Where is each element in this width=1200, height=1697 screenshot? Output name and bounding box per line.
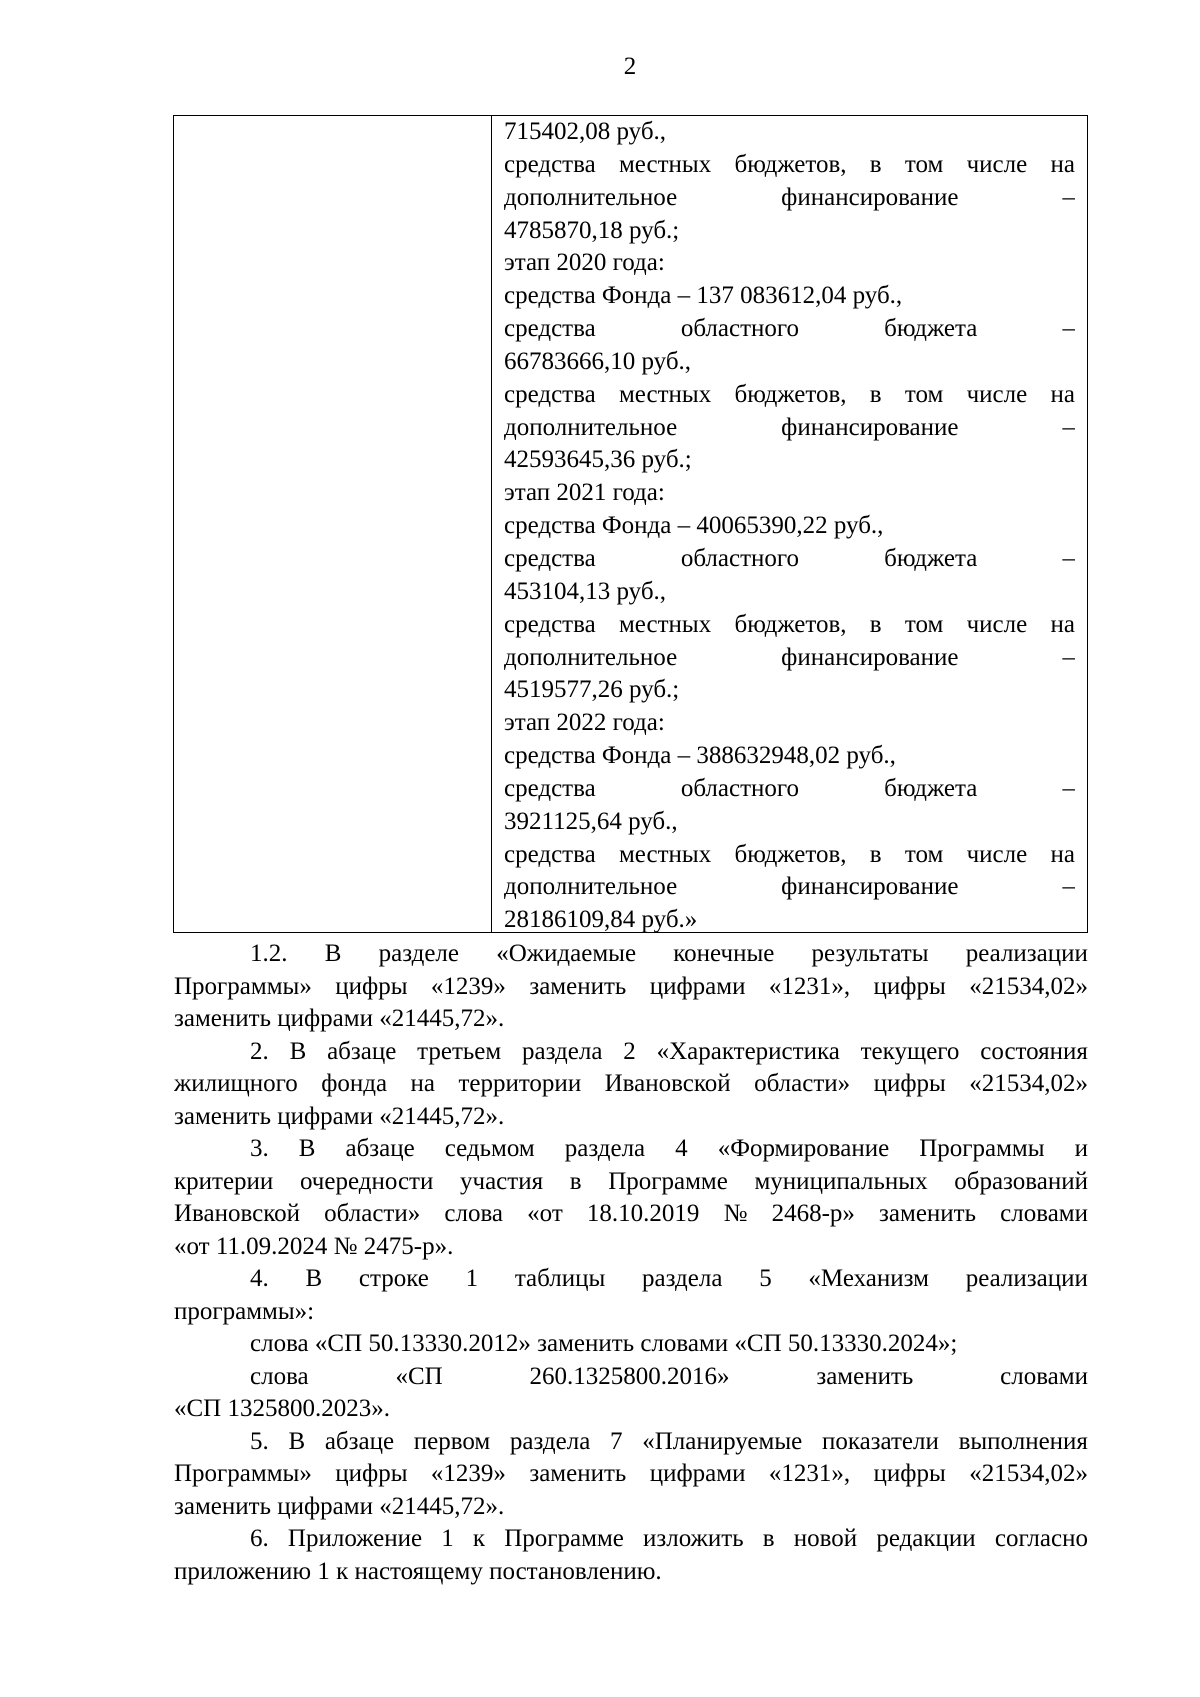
word: Программе [608,1167,728,1195]
word: средства [504,315,596,343]
word: областного [680,774,800,802]
table-text-line: 715402,08 руб., [504,118,667,145]
paragraph [174,1036,1088,1134]
word: 1 [465,1265,479,1292]
funding-table [173,115,1088,933]
word: том [904,840,944,868]
word: том [904,610,944,638]
table-text-line [504,379,1075,412]
word: В [288,1427,306,1455]
word: реализации [965,1265,1088,1292]
word: местных [618,840,712,868]
word: абзаце [324,1427,395,1455]
word: средства [504,610,596,638]
word: цифрами [649,1460,746,1487]
word: «21534,02» [969,1070,1088,1097]
word: критерии [174,1167,274,1195]
word: заменить [529,1460,627,1487]
table-text-line [504,609,1075,642]
word: дополнительное [504,413,678,441]
word: В [305,1265,323,1292]
word: к [472,1525,486,1552]
word: Программы [919,1135,1045,1162]
table-text-line [504,182,1075,215]
word: «1239» [430,972,506,1000]
table-text-line: 4785870,18 руб.; [504,216,680,244]
table-text-line [504,871,1075,904]
word: – [1062,413,1075,441]
word: «21534,02» [969,1460,1088,1487]
word: 18.10.2019 [586,1200,700,1227]
paragraph-line: «от 11.09.2024 № 2475-р». [174,1232,454,1260]
word: 1.2. [250,940,288,967]
word: «Механизм [808,1265,929,1292]
word: «1239» [430,1460,506,1487]
word: «Характеристика [656,1037,840,1065]
word: первом [413,1427,491,1455]
word: цифры [335,972,408,1000]
word: текущего [860,1037,960,1065]
word: финансирование [781,643,959,671]
paragraph-line [174,1198,1088,1231]
word: редакции [876,1525,976,1552]
word: на [410,1070,436,1097]
word: изложить [643,1525,744,1552]
word: 2468-р» [771,1200,855,1227]
word: местных [618,150,712,178]
word: разделе [378,940,460,967]
table-text-line [504,773,1075,806]
word: новой [793,1525,858,1552]
word: – [1062,774,1075,802]
word: Ивановской [174,1200,301,1227]
paragraph [174,1426,1088,1524]
word: «21534,02» [969,972,1088,1000]
word: участия [460,1167,544,1195]
word: таблицы [514,1265,606,1292]
word: раздела [642,1265,723,1292]
paragraph-line [174,1426,1088,1459]
table-text-line [504,412,1075,445]
paragraph-line [174,1523,1088,1556]
word: 2. [250,1037,269,1065]
paragraph-line [174,1361,1088,1394]
word: раздела [522,1037,603,1065]
word: строке [358,1265,429,1292]
table-text-line: 453104,13 руб., [504,577,667,605]
paragraph [174,1361,1088,1426]
word: раздела [509,1427,591,1455]
word: том [904,150,944,178]
word: бюджетов, [734,840,847,868]
table-text-line: средства Фонда – 388632948,02 руб., [504,742,896,770]
word: «Ожидаемые [496,940,637,967]
word: области» [324,1200,421,1227]
word: числе [966,840,1028,868]
word: раздела [564,1135,646,1162]
word: в [869,840,882,868]
word: Ивановской [604,1070,731,1097]
word: В [324,940,342,967]
paragraph-line: заменить цифрами «21445,72». [174,1492,505,1520]
table-text-line: 4519577,26 руб.; [504,676,680,704]
word: средства [504,380,596,408]
word: «1231», [768,972,851,1000]
word: 6. [250,1525,269,1552]
paragraph-line: «СП 1325800.2023». [174,1395,390,1422]
word: образований [954,1167,1088,1195]
word: 5. [250,1427,269,1455]
word: 7 [610,1427,623,1455]
word: бюджета [884,774,978,802]
word: Программы» [174,972,312,1000]
word: – [1062,643,1075,671]
word: заменить [816,1362,914,1390]
table-right-cell [492,116,1087,932]
paragraph-line [174,971,1088,1004]
table-text-line [504,149,1075,182]
word: средства [504,150,596,178]
word: и [1074,1135,1088,1162]
word: «Планируемые [642,1427,803,1455]
table-text-line: 3921125,64 руб., [504,807,678,835]
paragraph-line [174,1068,1088,1101]
table-text-line: средства Фонда – 137 083612,04 руб., [504,282,903,310]
word: фонда [321,1070,388,1097]
paragraph-line: программы»: [174,1297,315,1325]
word: словами [1000,1200,1088,1227]
word: финансирование [781,413,959,441]
table-text-line: 28186109,84 руб.» [504,906,698,934]
word: бюджета [884,544,978,572]
table-text-line: 66783666,10 руб., [504,347,692,375]
word: «1231», [768,1460,851,1487]
word: цифры [873,1460,946,1487]
paragraph [174,1523,1088,1588]
word: 4 [675,1135,688,1162]
word: средства [504,840,596,868]
word: «Формирование [717,1135,890,1162]
word: очередности [299,1167,434,1195]
paragraph-line: заменить цифрами «21445,72». [174,1005,505,1032]
word: – [1062,544,1075,572]
word: в [869,610,882,638]
word: состояния [980,1037,1088,1065]
word: реализации [965,940,1088,967]
word: 2 [623,1037,636,1065]
word: В [298,1135,316,1162]
word: – [1062,183,1075,211]
word: абзаце [345,1135,415,1162]
word: местных [618,380,712,408]
word: словами [1000,1362,1088,1390]
word: В [289,1037,307,1065]
word: Программы» [174,1460,312,1487]
word: цифры [335,1460,408,1487]
word: в [869,380,882,408]
word: бюджета [884,315,978,343]
paragraph-line [174,1263,1088,1296]
word: дополнительное [504,873,678,901]
word: областного [680,315,800,343]
word: конечные [673,940,775,967]
page-number: 2 [623,53,637,80]
word: бюджетов, [734,380,847,408]
word: средства [504,774,596,802]
table-text-line: этап 2021 года: [504,479,665,507]
table-text-line [504,543,1075,576]
table-text-line: 42593645,36 руб.; [504,446,692,474]
paragraph-line [174,1166,1088,1199]
word: территории [458,1070,582,1097]
word: 5 [759,1265,772,1292]
table-text-line: этап 2022 года: [504,709,665,737]
paragraph [174,938,1088,1036]
word: средства [504,544,596,572]
word: финансирование [781,873,959,901]
word: областного [680,544,800,572]
word: «от [527,1200,563,1227]
document-body [174,938,1088,1588]
table-text-line [504,642,1075,675]
word: жилищного [174,1070,298,1097]
paragraph-line [174,1133,1088,1166]
word: Приложение [287,1525,423,1552]
word: на [1050,380,1075,408]
word: «СП [395,1362,443,1390]
word: № [723,1200,748,1227]
word: заменить [529,972,627,1000]
word: местных [618,610,712,638]
word: показатели [821,1427,939,1455]
word: числе [966,380,1028,408]
word: области» [754,1070,851,1097]
word: на [1050,840,1075,868]
paragraph-line [174,1036,1088,1069]
word: цифрами [649,972,746,1000]
word: дополнительное [504,183,678,211]
word: числе [966,610,1028,638]
word: заменить [879,1200,977,1227]
word: выполнения [958,1427,1088,1455]
word: цифры [873,1070,946,1097]
word: на [1050,150,1075,178]
word: – [1062,315,1075,343]
word: 1 [441,1525,454,1552]
word: слова [444,1200,504,1227]
word: третьем [417,1037,502,1065]
word: Программе [504,1525,624,1552]
paragraph-line: приложению 1 к настоящему постановлению. [174,1557,662,1585]
table-text-line: этап 2020 года: [504,249,665,277]
word: на [1050,610,1075,638]
word: бюджетов, [734,150,847,178]
word: муниципальных [754,1167,928,1195]
paragraph-line [174,1458,1088,1491]
word: в [869,150,882,178]
word: том [904,380,944,408]
word: финансирование [781,183,959,211]
word: седьмом [444,1135,535,1162]
paragraph-line: заменить цифрами «21445,72». [174,1102,505,1130]
word: дополнительное [504,643,678,671]
word: 4. [250,1265,269,1292]
word: 260.1325800.2016» [529,1362,730,1390]
word: согласно [994,1525,1088,1552]
table-text-line [504,313,1075,346]
paragraph [174,1133,1088,1263]
table-text-line: средства Фонда – 40065390,22 руб., [504,512,884,540]
word: в [569,1167,582,1195]
word: 3. [250,1135,269,1162]
word: – [1062,873,1075,901]
word: в [762,1525,775,1552]
paragraph [174,1263,1088,1328]
paragraph [174,1328,1088,1361]
word: цифры [873,972,946,1000]
word: слова [250,1362,309,1390]
word: абзаце [327,1037,397,1065]
word: числе [966,150,1028,178]
paragraph-line: слова «СП 50.13330.2012» заменить словами «СП 50.13330.2024»; [250,1330,958,1357]
word: результаты [811,940,929,967]
table-left-cell [174,116,492,932]
word: бюджетов, [734,610,847,638]
table-text-line [504,839,1075,872]
paragraph-line [174,938,1088,971]
